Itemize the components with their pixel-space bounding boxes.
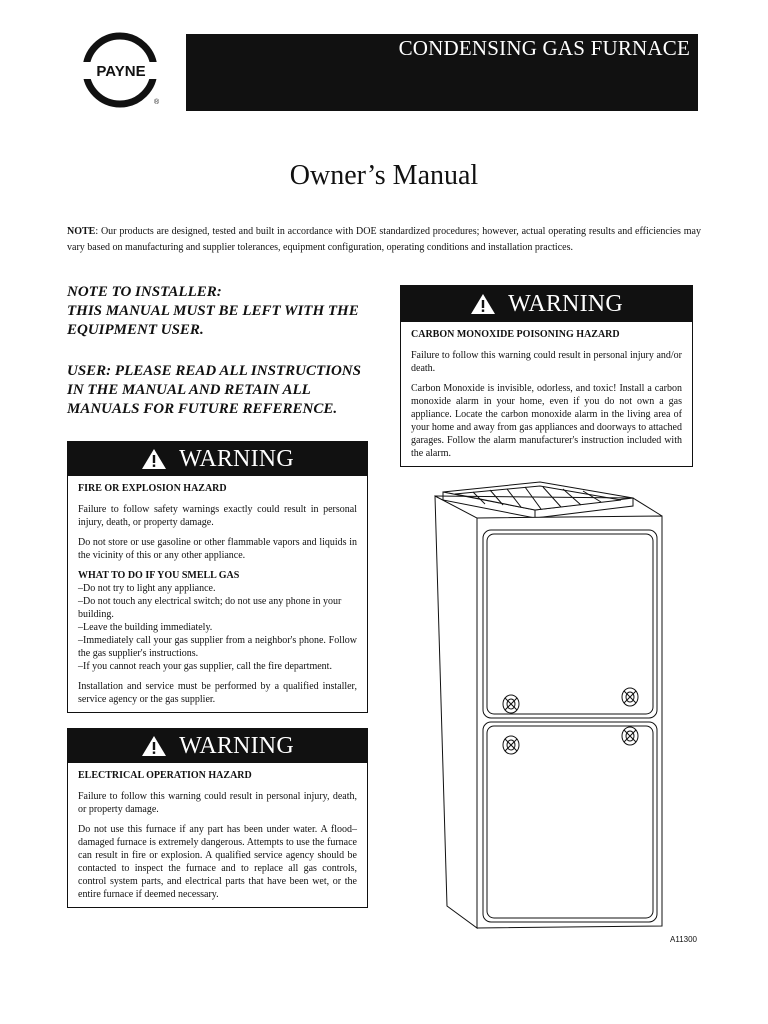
warning-triangle-icon	[141, 735, 167, 757]
warning-paragraph: Do not store or use gasoline or other flammable vapors and liquids in the vicinity of this or any other appliance.	[78, 537, 357, 561]
note-label: NOTE	[67, 226, 96, 237]
installer-note-line: NOTE TO INSTALLER:	[67, 284, 222, 300]
warning-heading: WARNING	[179, 732, 294, 759]
door-latch-icon	[622, 688, 638, 706]
hazard-title: CARBON MONOXIDE POISONING HAZARD	[411, 329, 620, 340]
warning-paragraph: Installation and service must be performed by a qualified installer, service agency or the gas supplier.	[78, 681, 357, 705]
warning-box-fire-explosion	[67, 441, 368, 713]
furnace-illustration	[425, 478, 670, 933]
door-latch-icon	[503, 695, 519, 713]
warning-triangle-icon	[141, 448, 167, 470]
warning-paragraph: Do not use this furnace if any part has been under water. A flood–damaged furnace is extremely dangerous. Attempts to use the furnace can result in fire or explosion. A qualified service agency should be contacted to inspect the furnace and to replace all gas controls, control system parts, and electrical parts that have been wet, or the entire furnace if deemed necessary.	[78, 824, 357, 900]
list-item: –Do not touch any electrical switch; do not use any phone in your building.	[78, 596, 342, 620]
warning-paragraph: Failure to follow this warning could result in personal injury and/or death.	[411, 350, 682, 374]
warning-heading: WARNING	[179, 445, 294, 472]
warning-paragraph: Failure to follow this warning could result in personal injury, death, or property damage.	[78, 791, 357, 815]
hazard-title: ELECTRICAL OPERATION HAZARD	[78, 770, 252, 781]
list-item: –Leave the building immediately.	[78, 622, 213, 633]
figure-code: A11300	[670, 935, 697, 944]
hazard-title: FIRE OR EXPLOSION HAZARD	[78, 483, 227, 494]
user-note	[67, 362, 361, 419]
warning-header	[401, 286, 692, 322]
product-title: CONDENSING GAS FURNACE	[398, 36, 690, 60]
payne-logo	[80, 32, 164, 110]
installer-note	[67, 283, 359, 340]
document-title: Owner’s Manual	[289, 160, 479, 191]
warning-header	[68, 442, 367, 476]
smell-gas-heading: WHAT TO DO IF YOU SMELL GAS	[78, 570, 240, 581]
user-note-line: USER: PLEASE READ ALL INSTRUCTIONS	[67, 363, 361, 379]
smell-gas-steps	[78, 582, 357, 673]
door-latch-icon	[622, 727, 638, 745]
warning-paragraph: Failure to follow safety warnings exactly could result in personal injury, death, or property damage.	[78, 504, 357, 528]
warning-body	[401, 322, 692, 466]
warning-heading: WARNING	[508, 290, 623, 317]
installer-note-line: THIS MANUAL MUST BE LEFT WITH THE	[67, 303, 359, 319]
warning-header	[68, 729, 367, 763]
warning-body	[68, 476, 367, 712]
list-item: –If you cannot reach your gas supplier, call the fire department.	[78, 661, 332, 672]
warning-triangle-icon	[470, 293, 496, 315]
door-latch-icon	[503, 736, 519, 754]
user-note-line: MANUALS FOR FUTURE REFERENCE.	[67, 401, 338, 417]
user-note-line: IN THE MANUAL AND RETAIN ALL	[67, 382, 311, 398]
brand-name: PAYNE	[96, 63, 146, 80]
note-text: : Our products are designed, tested and built in accordance with DOE standardized procedures; however, actual operating results and efficiencies may vary based on manufacturing and supplier tolerances, equipment configuration, operating conditions and installation practices.	[67, 226, 701, 253]
registered-mark: ®	[154, 99, 160, 106]
warning-box-electrical	[67, 728, 368, 908]
list-item: –Immediately call your gas supplier from a neighbor's phone. Follow the gas supplier's instructions.	[78, 635, 357, 659]
warning-paragraph: Carbon Monoxide is invisible, odorless, and toxic! Install a carbon monoxide alarm in your home, even if you do not own a gas appliance. Locate the carbon monoxide alarm in the living area of your home and away from gas appliances and doorways to attached garages. Follow the alarm manufacturer's instruction included with the alarm.	[411, 383, 682, 459]
list-item: –Do not try to light any appliance.	[78, 583, 216, 594]
warning-body	[68, 763, 367, 907]
warning-box-carbon-monoxide	[400, 285, 693, 467]
header-banner	[186, 34, 698, 111]
installer-note-line: EQUIPMENT USER.	[67, 322, 204, 338]
note-paragraph	[67, 224, 701, 255]
